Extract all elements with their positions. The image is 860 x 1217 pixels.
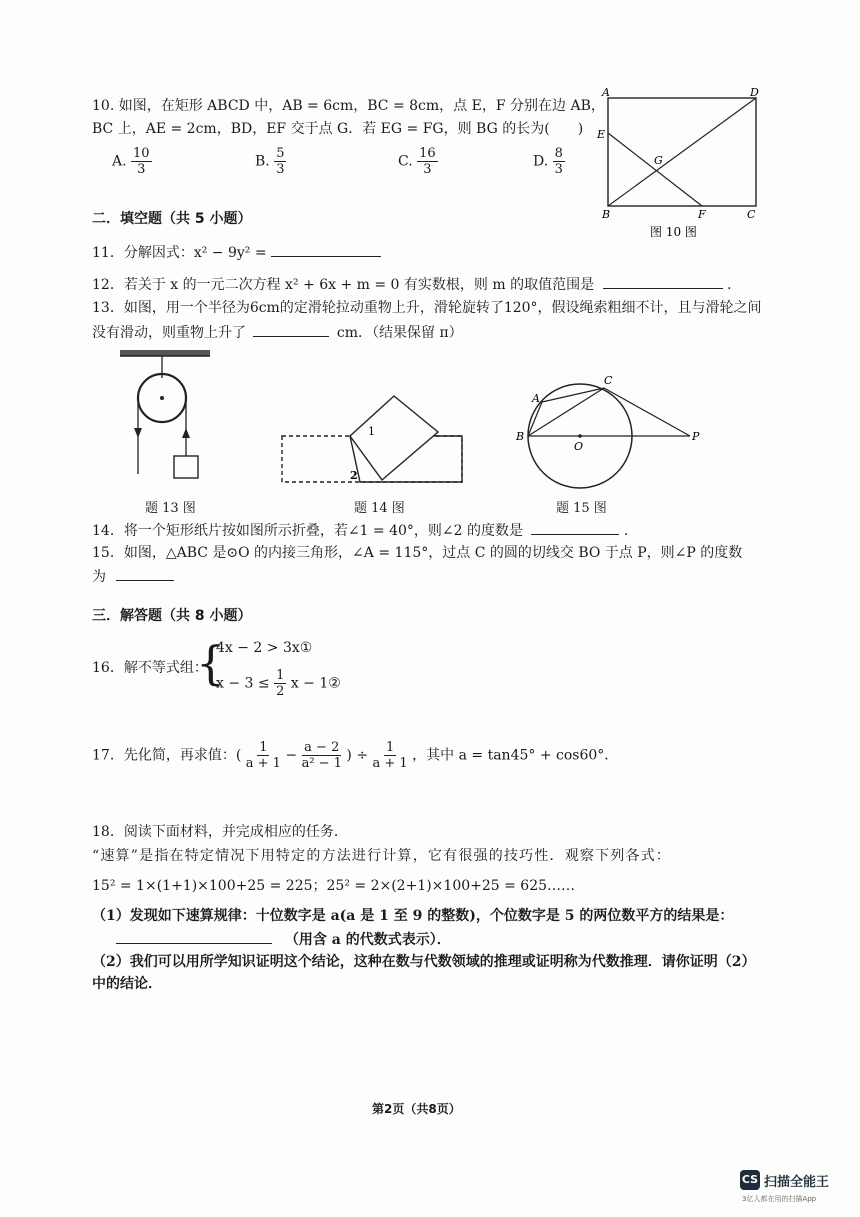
q15-line1: 15．如图，△ABC 是⊙O 的内接三角形，∠A = 115°，过点 C 的圆的切线交 BO 于点 P，则∠P 的度数 [92, 545, 743, 561]
q10-option-b: B. $\frac{5}{3}$ [255, 146, 285, 177]
label-a: A [532, 392, 540, 405]
q16-eq2: x − 3 ≤ $\frac{1}{2}$ x − 1② [216, 668, 341, 699]
q13-line2: 没有滑动，则重物上升了 cm．（结果保留 π） [92, 322, 463, 343]
folded-flap [350, 396, 438, 480]
q12-answer-blank[interactable] [603, 274, 723, 289]
q18-line2: “速算”是指在特定情况下用特定的方法进行计算，它有很强的技巧性．观察下列各式： [92, 848, 672, 864]
figure-13-pulley [112, 346, 222, 486]
section-2-title: 二．填空题（共 5 小题） [92, 211, 252, 227]
q10-option-d: D. $\frac{8}{3}$ [533, 146, 563, 177]
figure-10 [592, 86, 772, 246]
weight-block [174, 456, 198, 478]
figure-10-caption: 图 10 图 [650, 225, 697, 239]
q18-task2-line2: 中的结论． [92, 976, 162, 992]
q10-option-c: C. $\frac{16}{3}$ [398, 146, 436, 177]
figure-14-fold [278, 388, 468, 488]
q17: 17．先化简，再求值：( $\frac{1}{a + 1}$ − $\frac{a - 2}{\text{a² − 1}}$ ) ÷ $\frac{1}{a + 1}$ ，其中 a = tan45° + cos60°． [92, 740, 619, 771]
q10-line2: BC 上，AE = 2cm，BD，EF 交于点 G．若 EG = FG，则 BG 的长为( ) [92, 121, 584, 137]
q15-line2: 为 [92, 566, 174, 587]
caption-13: 题 13 图 [145, 501, 196, 516]
q14-answer-blank[interactable] [531, 520, 619, 535]
q18-answer-blank[interactable] [116, 929, 272, 944]
q18-task1-line1: （1）发现如下速算规律：十位数字是 a(a 是 1 至 9 的整数)，个位数字是 5 的两位数平方的结果是： [92, 908, 734, 924]
q14: 14．将一个矩形纸片按如图所示折叠，若∠1 = 40°，则∠2 的度数是 . [92, 520, 628, 541]
label-g: G [654, 154, 663, 167]
ceiling-hatch [120, 350, 210, 356]
watermark [740, 1170, 829, 1190]
q11-answer-blank[interactable] [271, 242, 381, 257]
label-p: P [692, 430, 700, 443]
tangent-cp [604, 388, 690, 436]
label-a: A [602, 86, 610, 99]
label-o: O [574, 440, 584, 453]
q13-answer-blank[interactable] [253, 322, 329, 337]
line-ac [542, 388, 604, 402]
scanner-logo-icon: CS [740, 1170, 760, 1190]
q18-task1-line2: （用含 a 的代数式表示）． [116, 929, 451, 950]
label-d: D [750, 86, 759, 99]
label-e: E [597, 128, 606, 141]
section-3-title: 三．解答题（共 8 小题） [92, 608, 252, 624]
angle-2-label: 2 [350, 469, 358, 482]
label-c: C [604, 374, 613, 387]
q18-line1: 18．阅读下面材料，并完成相应的任务． [92, 824, 348, 840]
q10-option-a: A. $\frac{10}{3}$ [112, 146, 150, 177]
caption-15: 题 15 图 [556, 501, 607, 516]
q13-line1: 13．如图，用一个半径为6cm的定滑轮拉动重物上升，滑轮旋转了120°，假设绳索粗细不计，且与滑轮之间 [92, 300, 762, 316]
q16-label: 16．解不等式组： [92, 660, 208, 676]
brace-icon: { [196, 636, 226, 690]
q11: 11．分解因式：x² − 9y² = [92, 242, 381, 263]
q18-line3: 15² = 1×(1+1)×100+25 = 225；25² = 2×(2+1)×100+25 = 625…… [92, 878, 576, 894]
arrow-down-icon [134, 428, 142, 438]
q12: 12．若关于 x 的一元二次方程 x² + 6x + m = 0 有实数根，则 m 的取值范围是 . [92, 274, 731, 295]
watermark-tagline: 3亿人都在用的扫描App [742, 1195, 817, 1203]
q10-line1: 10. 如图，在矩形 ABCD 中，AB = 6cm，BC = 8cm，点 E，F 分别在边 AB， [92, 98, 605, 114]
label-b: B [516, 430, 525, 443]
q16-eq1: 4x − 2 > 3x① [216, 640, 313, 656]
label-b: B [602, 208, 611, 221]
figure-15-circle [508, 370, 708, 500]
angle-1-label: 1 [368, 425, 375, 438]
watermark-name: 扫描全能王 [764, 1174, 830, 1190]
q15-answer-blank[interactable] [116, 566, 174, 581]
label-f: F [698, 208, 706, 221]
caption-14: 题 14 图 [354, 501, 405, 516]
q18-task2-line1: （2）我们可以用所学知识证明这个结论，这种在数与代数领域的推理或证明称为代数推理．请你证明（2） [92, 954, 756, 970]
label-c: C [747, 208, 756, 221]
page-number: 第2页（共8页） [372, 1102, 461, 1116]
arrow-up-icon [182, 428, 190, 438]
